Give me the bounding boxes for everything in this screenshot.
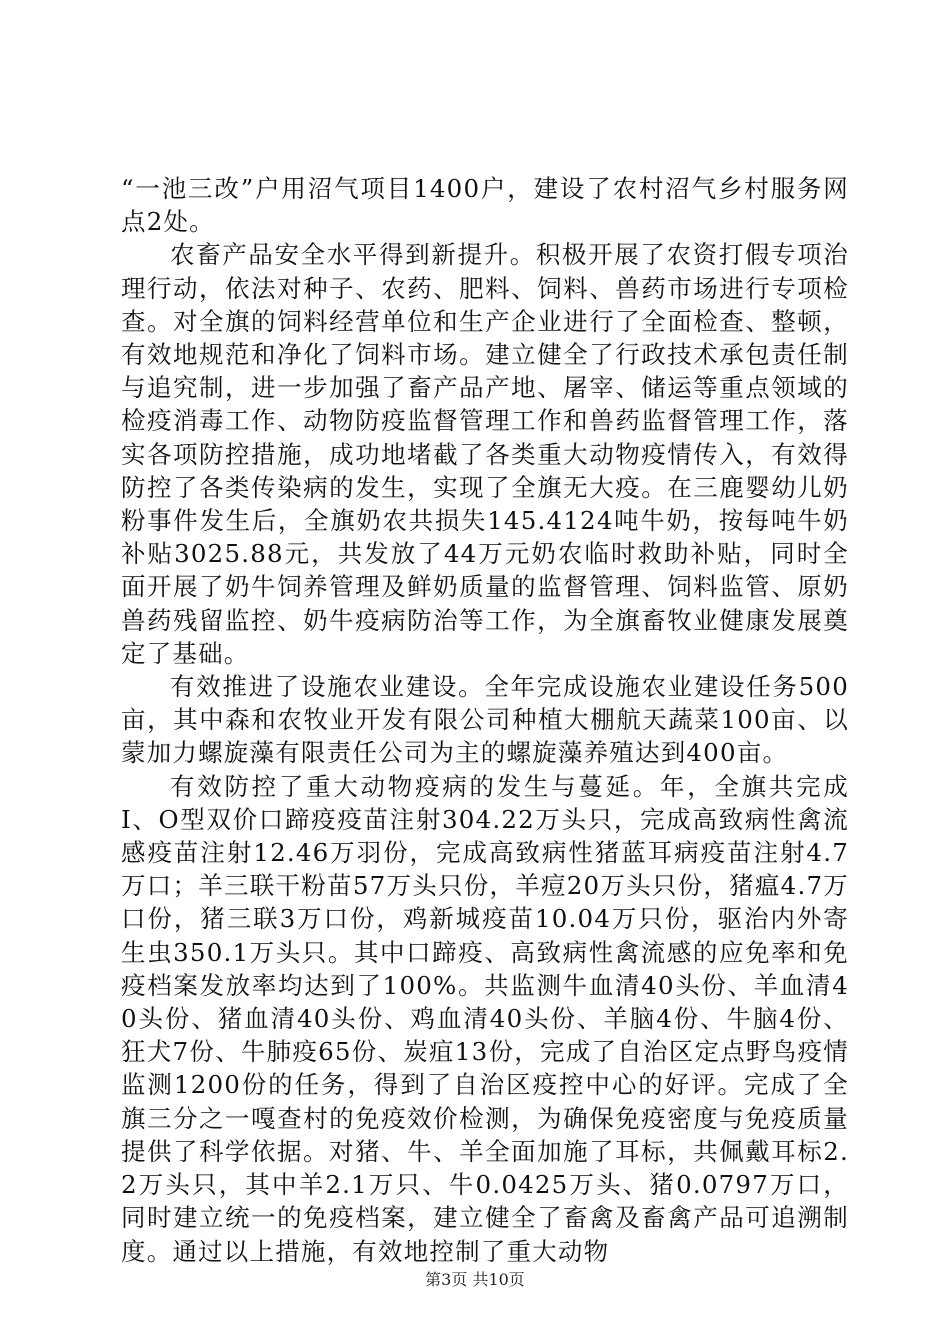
page-footer: 第3页 共10页 (425, 1270, 525, 1289)
paragraph-epidemic-control: 有效防控了重大动物疫病的发生与蔓延。年，全旗共完成Ⅰ、O型双价口蹄疫疫苗注射304.22万头只，完成高致病性禽流感疫苗注射12.46万羽份，完成高致病性猪蓝耳病疫苗注射4.7万口；羊三联干粉苗57万头只份，羊痘20万头只份，猪瘟4.7万口份，猪三联3万口份，鸡新城疫苗10.04万只份，驱治内外寄生虫350.1万头只。其中口蹄疫、高致病性禽流感的应免率和免疫档案发放率均达到了100%。共监测牛血清40头份、羊血清40头份、猪血清40头份、鸡血清40头份、羊脑4份、牛脑4份、狂犬7份、牛肺疫65份、炭疽13份，完成了自治区定点野鸟疫情监测1200份的任务，得到了自治区疫控中心的好评。完成了全旗三分之一嘎查村的免疫效价检测，为确保免疫密度与免疫质量提供了科学依据。对猪、牛、羊全面加施了耳标，共佩戴耳标2.2万头只，其中羊2.1万只、牛0.0425万头、猪0.0797万口，同时建立统一的免疫档案，建立健全了畜禽及畜禽产品可追溯制度。通过以上措施，有效地控制了重大动物 (121, 771, 849, 1266)
paragraph-facility-agriculture: 有效推进了设施农业建设。全年完成设施农业建设任务500亩，其中森和农牧业开发有限公司种植大棚航天蔬菜100亩、以蒙加力螺旋藻有限责任公司为主的螺旋藻养殖达到400亩。 (121, 672, 849, 768)
paragraph-biogas: “一池三改”户用沼气项目1400户，建设了农村沼气乡村服务网点2处。 (121, 174, 849, 237)
paragraph-product-safety: 农畜产品安全水平得到新提升。积极开展了农资打假专项治理行动，依法对种子、农药、肥料、饲料、兽药市场进行专项检查。对全旗的饲料经营单位和生产企业进行了全面检查、整顿，有效地规范和净化了饲料市场。建立健全了行政技术承包责任制与追究制，进一步加强了畜产品产地、屠宰、储运等重点领域的检疫消毒工作、动物防疫监督管理工作和兽药监督管理工作，落实各项防控措施，成功地堵截了各类重大动物疫情传入，有效得防控了各类传染病的发生，实现了全旗无大疫。在三鹿婴幼儿奶粉事件发生后，全旗奶农共损失145.4124吨牛奶，按每吨牛奶补贴3025.88元，共发放了44万元奶农临时救助补贴，同时全面开展了奶牛饲养管理及鲜奶质量的监督管理、饲料监管、原奶兽药残留监控、奶牛疫病防治等工作，为全旗畜牧业健康发展奠定了基础。 (121, 240, 849, 668)
document-body (121, 172, 849, 1268)
